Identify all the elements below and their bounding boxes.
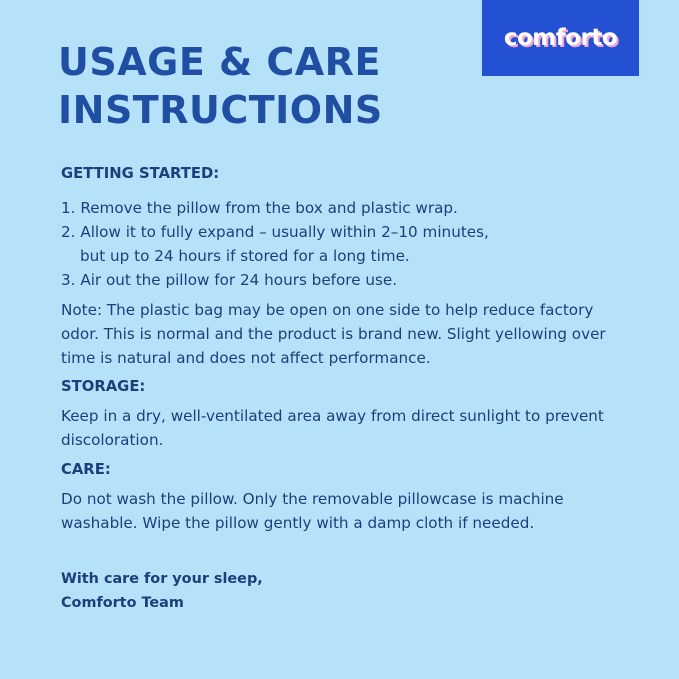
step-2-continued: but up to 24 hours if stored for a long time.	[80, 247, 410, 265]
signature-line-2: Comforto Team	[61, 595, 184, 611]
page-title	[58, 38, 383, 134]
storage-line-2: discoloration.	[61, 431, 164, 449]
care-heading: CARE:	[61, 461, 111, 478]
step-3: 3. Air out the pillow for 24 hours before use.	[61, 271, 398, 289]
signature-line-1: With care for your sleep,	[61, 571, 263, 587]
note-line-1: Note: The plastic bag may be open on one side to help reduce factory	[61, 301, 594, 319]
instructions-content	[61, 162, 661, 615]
getting-started-steps	[61, 196, 661, 292]
page-title-line-2: INSTRUCTIONS	[58, 88, 383, 132]
care-paragraph	[61, 487, 661, 535]
page-title-line-1: USAGE & CARE	[58, 40, 381, 84]
storage-heading: STORAGE:	[61, 378, 146, 395]
signature	[61, 567, 661, 615]
note-paragraph	[61, 298, 661, 370]
brand-logo	[482, 0, 639, 76]
step-1: 1. Remove the pillow from the box and plastic wrap.	[61, 199, 458, 217]
care-line-2: washable. Wipe the pillow gently with a damp cloth if needed.	[61, 514, 535, 532]
brand-logo-text: comforto	[503, 25, 618, 51]
storage-paragraph	[61, 404, 661, 452]
step-2: 2. Allow it to fully expand – usually within 2–10 minutes,	[61, 223, 489, 241]
storage-line-1: Keep in a dry, well-ventilated area away from direct sunlight to prevent	[61, 407, 604, 425]
note-line-2: odor. This is normal and the product is brand new. Slight yellowing over	[61, 325, 606, 343]
care-line-1: Do not wash the pillow. Only the removable pillowcase is machine	[61, 490, 564, 508]
note-line-3: time is natural and does not affect performance.	[61, 349, 431, 367]
getting-started-heading: GETTING STARTED:	[61, 165, 220, 182]
